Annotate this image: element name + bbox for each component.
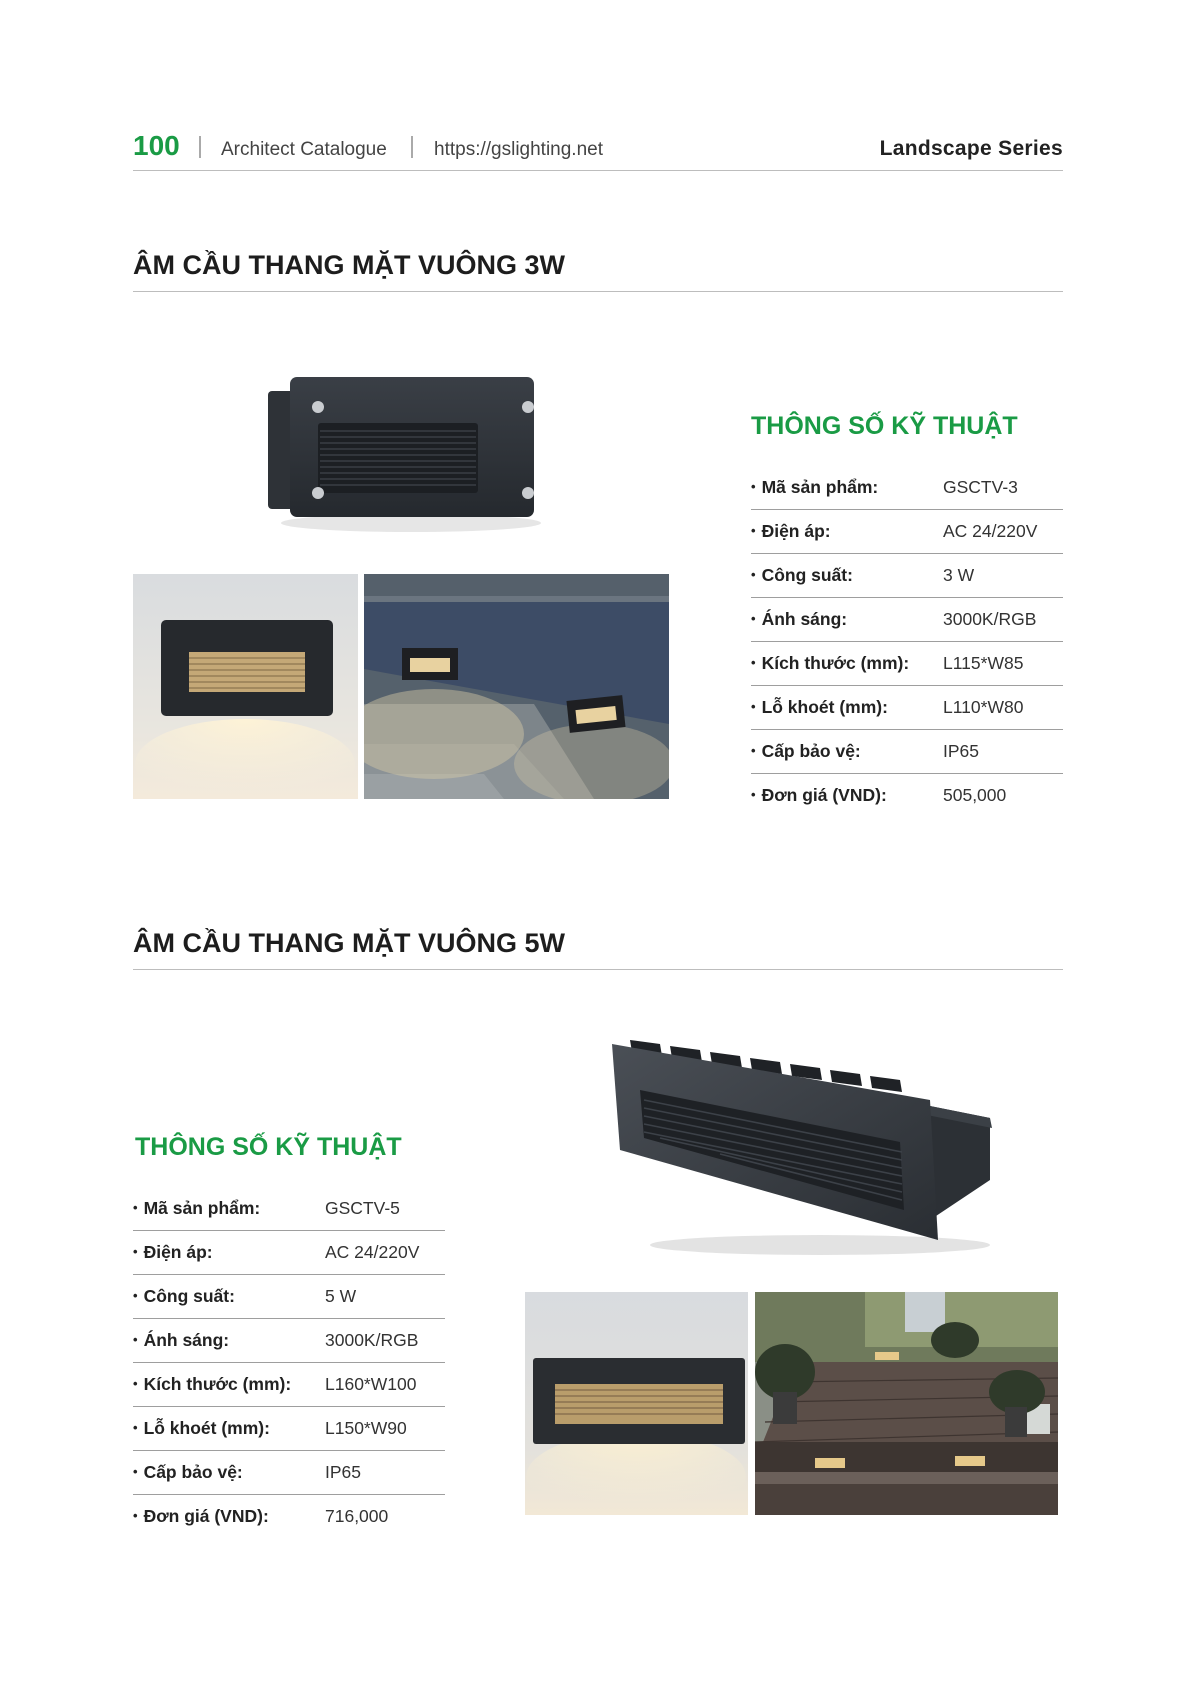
series-name: Landscape Series: [879, 137, 1063, 160]
spec-row-protection: [751, 730, 1063, 774]
spec-table: [751, 466, 1063, 817]
page-header: [133, 126, 1063, 171]
spec-row-product-code: [751, 466, 1063, 510]
spec-row-power: [133, 1275, 445, 1319]
spec-value: 3 W: [943, 565, 975, 585]
spec-value: AC 24/220V: [943, 521, 1038, 541]
spec-label: • Kích thước (mm):: [133, 1374, 291, 1395]
spec-label: • Cấp bảo vệ:: [133, 1462, 243, 1483]
spec-label: • Công suất:: [751, 565, 853, 586]
spec-label: • Ánh sáng:: [751, 609, 847, 630]
spec-label: • Điện áp:: [133, 1242, 213, 1263]
spec-row-price: [133, 1495, 445, 1538]
spec-value: 3000K/RGB: [943, 609, 1037, 629]
spec-label: • Công suất:: [133, 1286, 235, 1307]
spec-value: L160*W100: [325, 1374, 417, 1394]
spec-row-voltage: [751, 510, 1063, 554]
spec-row-dimensions: [133, 1363, 445, 1407]
spec-row-light: [751, 598, 1063, 642]
spec-value: L150*W90: [325, 1418, 407, 1438]
spec-value: IP65: [325, 1462, 361, 1482]
spec-row-product-code: [133, 1187, 445, 1231]
spec-value: 3000K/RGB: [325, 1330, 419, 1350]
product-lit-photo: [133, 574, 358, 799]
spec-value: 5 W: [325, 1286, 357, 1306]
catalogue-name: Architect Catalogue: [221, 139, 387, 160]
spec-value: GSCTV-5: [325, 1198, 400, 1218]
spec-row-price: [751, 774, 1063, 817]
spec-label: • Điện áp:: [751, 521, 831, 542]
spec-row-cutout: [751, 686, 1063, 730]
spec-row-protection: [133, 1451, 445, 1495]
spec-label: • Đơn giá (VND):: [133, 1506, 269, 1527]
page-number: 100: [133, 130, 180, 161]
spec-value: L110*W80: [943, 697, 1024, 717]
spec-label: • Mã sản phẩm:: [751, 477, 878, 498]
spec-heading: THÔNG SỐ KỸ THUẬT: [135, 1133, 402, 1161]
installation-photo: [364, 574, 669, 799]
header-divider: [199, 136, 201, 158]
spec-label: • Lỗ khoét (mm):: [751, 697, 888, 718]
spec-value: IP65: [943, 741, 979, 761]
spec-value: GSCTV-3: [943, 477, 1018, 497]
spec-label: • Cấp bảo vệ:: [751, 741, 861, 762]
product-lit-photo: [525, 1292, 748, 1515]
spec-value: 716,000: [325, 1506, 389, 1526]
spec-label: • Kích thước (mm):: [751, 653, 909, 674]
installation-photo: [755, 1292, 1058, 1515]
spec-row-light: [133, 1319, 445, 1363]
product-title: ÂM CẦU THANG MẶT VUÔNG 3W: [133, 250, 1063, 292]
spec-row-cutout: [133, 1407, 445, 1451]
website-link[interactable]: https://gslighting.net: [434, 139, 603, 160]
spec-value: 505,000: [943, 785, 1007, 805]
spec-row-voltage: [133, 1231, 445, 1275]
spec-row-dimensions: [751, 642, 1063, 686]
spec-label: • Lỗ khoét (mm):: [133, 1418, 270, 1439]
spec-label: • Ánh sáng:: [133, 1330, 229, 1351]
spec-heading: THÔNG SỐ KỸ THUẬT: [751, 412, 1018, 440]
spec-label: • Đơn giá (VND):: [751, 785, 887, 806]
product-title: ÂM CẦU THANG MẶT VUÔNG 5W: [133, 928, 1063, 970]
spec-value: AC 24/220V: [325, 1242, 420, 1262]
spec-value: L115*W85: [943, 653, 1024, 673]
header-divider: [411, 136, 413, 158]
spec-label: • Mã sản phẩm:: [133, 1198, 260, 1219]
product-photo: [600, 1030, 1000, 1260]
spec-row-power: [751, 554, 1063, 598]
product-photo: [266, 373, 546, 538]
spec-table: [133, 1187, 445, 1538]
